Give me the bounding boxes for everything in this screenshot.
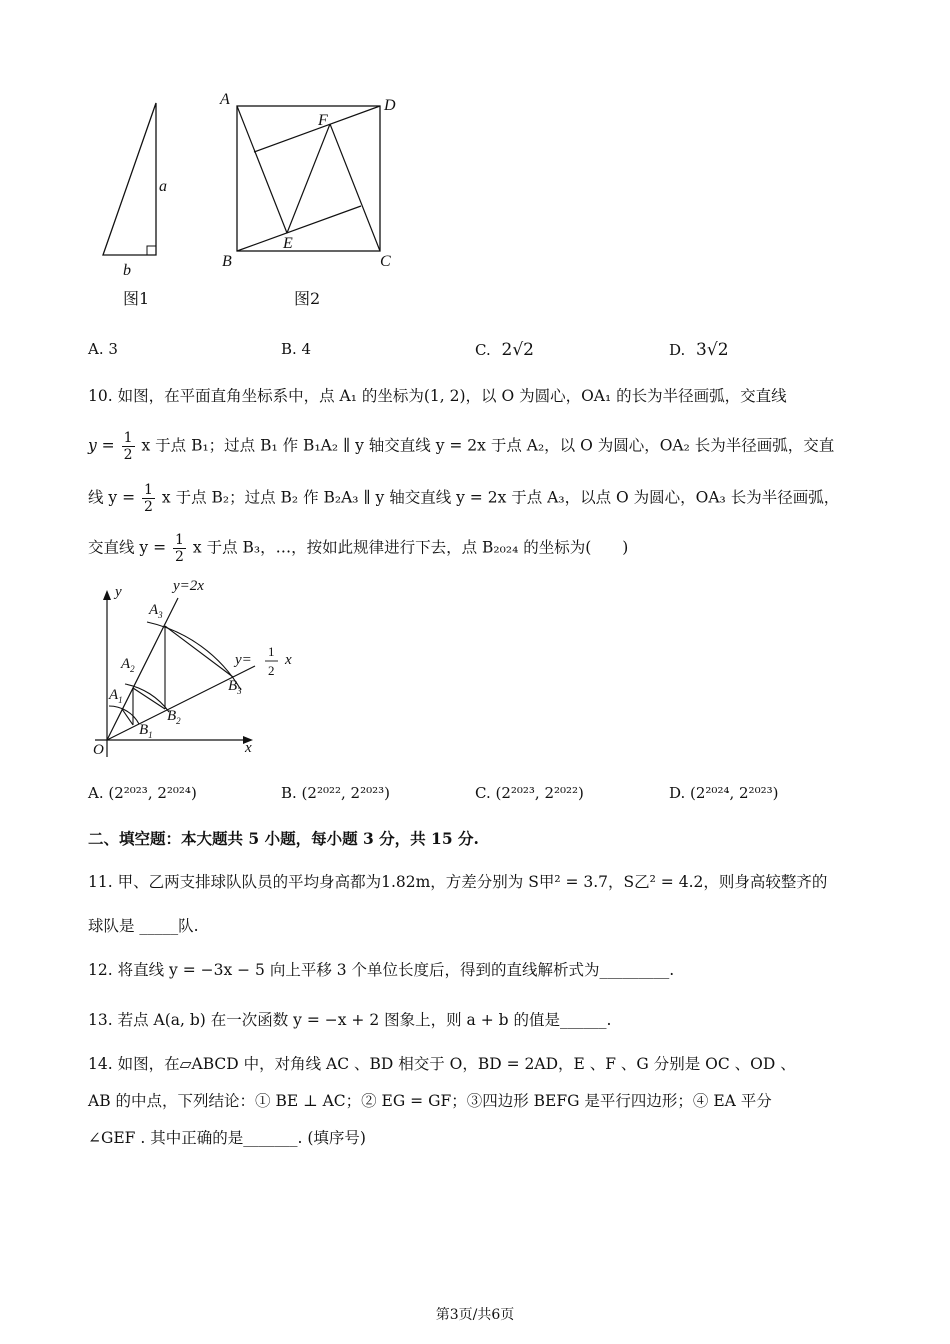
- label-A3: $A_3$: [149, 602, 163, 620]
- label-line-2x: y=2x: [173, 578, 204, 594]
- label-A: A: [220, 91, 230, 108]
- q10-option-b[interactable]: B. (2²⁰²², 2²⁰²³): [281, 784, 390, 802]
- page-footer: 第3页/共6页: [435, 1307, 515, 1323]
- q10-line-3-text: x 于点 B₂；过点 B₂ 作 B₂A₃ ∥ y 轴交直线 y = 2x 于点 A₃，以点 O 为圆心，OA₃ 长为半径画弧，: [161, 488, 840, 507]
- q9-option-d-prefix: D.: [669, 341, 686, 359]
- q10-option-a[interactable]: A. (2²⁰²³, 2²⁰²⁴): [88, 784, 197, 802]
- label-origin: O: [93, 742, 104, 758]
- q9-option-d-value: 3√2: [696, 340, 729, 360]
- q10-line-3-eq: 线 y =: [88, 488, 136, 507]
- q11-line-1: 11. 甲、乙两支排球队队员的平均身高都为1.82m，方差分别为 S甲² = 3.7，S乙² = 4.2，则身高较整齐的: [88, 873, 828, 891]
- q9-option-c-prefix: C.: [475, 341, 491, 359]
- q10-line-2-text: x 于点 B₁；过点 B₁ 作 B₁A₂ ∥ y 轴交直线 y = 2x 于点 A₂，以 O 为圆心，OA₂ 长为半径画弧，交直: [141, 436, 835, 455]
- figure-1-caption: 图1: [123, 289, 150, 308]
- q10-coordinate-graph: [85, 572, 310, 762]
- label-B1: $B_1$: [139, 722, 153, 740]
- label-x-axis: x: [245, 740, 252, 756]
- q10-option-d[interactable]: D. (2²⁰²⁴, 2²⁰²³): [669, 784, 779, 802]
- q10-line-2-eq: y =: [88, 436, 115, 455]
- label-B: B: [222, 253, 232, 270]
- q9-option-c[interactable]: [475, 340, 534, 360]
- triangle-shape: [103, 103, 156, 255]
- q9-option-a[interactable]: A. 3: [88, 340, 118, 358]
- label-line-half-den: 2: [268, 663, 275, 678]
- q10-line-4-text: x 于点 B₃，…，按如此规律进行下去，点 B₂₀₂₄ 的坐标为( ): [192, 538, 629, 557]
- y-axis-arrow: [103, 590, 111, 600]
- section-2-heading: 二、填空题：本大题共 5 小题，每小题 3 分，共 15 分.: [88, 829, 479, 848]
- label-A2: $A_2$: [121, 656, 135, 674]
- figure-1-triangle: [95, 95, 185, 280]
- q9-option-c-value: 2√2: [501, 340, 534, 360]
- label-a: a: [159, 178, 167, 195]
- label-E: E: [283, 235, 293, 252]
- q10-line-2: [88, 430, 834, 463]
- q14-line-1: 14. 如图，在▱ABCD 中，对角线 AC 、BD 相交于 O，BD = 2AD，E 、F 、G 分别是 OC 、OD 、: [88, 1055, 796, 1073]
- q9-option-d[interactable]: [669, 340, 729, 360]
- q9-option-b[interactable]: B. 4: [281, 340, 312, 358]
- q14-line-2: AB 的中点，下列结论：① BE ⊥ AC；② EG = GF；③四边形 BEFG 是平行四边形；④ EA 平分: [88, 1092, 772, 1110]
- q11-line-2: 球队是 _____队.: [88, 917, 199, 935]
- label-B3: $B_3$: [228, 678, 242, 696]
- q10-line-3: [88, 482, 839, 515]
- label-A1: $A_1$: [109, 687, 123, 705]
- q14-line-3: ∠GEF . 其中正确的是_______. (填序号): [88, 1129, 366, 1147]
- figure-2-caption: 图2: [294, 289, 321, 308]
- label-line-half-prefix: y=: [235, 652, 252, 668]
- q10-option-c[interactable]: C. (2²⁰²³, 2²⁰²²): [475, 784, 584, 802]
- q13-text: 13. 若点 A(a, b) 在一次函数 y = −x + 2 图象上，则 a + b 的值是______.: [88, 1011, 612, 1029]
- label-F: F: [318, 112, 328, 129]
- fraction-half: $\frac{1}{2}$: [123, 430, 133, 463]
- label-B2: $B_2$: [167, 708, 181, 726]
- label-line-half-suffix: x: [285, 652, 292, 668]
- label-D: D: [384, 97, 396, 114]
- right-angle-mark: [147, 246, 156, 255]
- label-line-half-num: 1: [268, 644, 275, 659]
- q10-line-1: 10. 如图，在平面直角坐标系中，点 A₁ 的坐标为(1, 2)，以 O 为圆心，OA₁ 的长为半径画弧，交直线: [88, 387, 787, 405]
- fraction-half: $\frac{1}{2}$: [144, 482, 153, 515]
- q10-line-4: [88, 532, 628, 565]
- q12-text: 12. 将直线 y = −3x − 5 向上平移 3 个单位长度后，得到的直线解析式为_________.: [88, 961, 675, 979]
- label-b: b: [123, 262, 131, 279]
- arc-1: [109, 706, 139, 724]
- q10-line-4-eq: 交直线 y =: [88, 538, 167, 557]
- fraction-half: $\frac{1}{2}$: [175, 532, 184, 565]
- label-y-axis: y: [115, 584, 122, 600]
- figure-2-square: [210, 88, 410, 278]
- label-C: C: [380, 253, 391, 270]
